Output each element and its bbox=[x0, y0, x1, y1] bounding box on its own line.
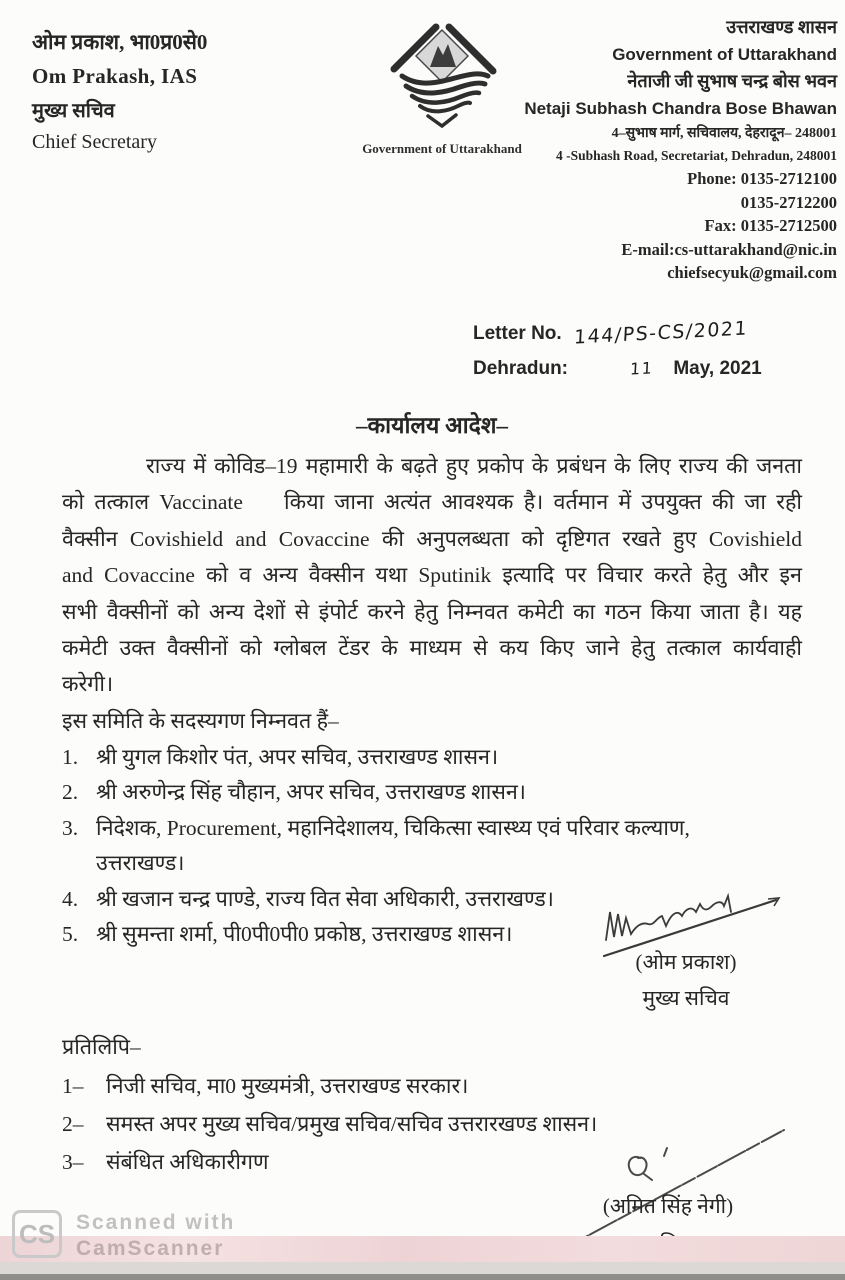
member-text: श्री सुमन्ता शर्मा, पी0पी0पी0 प्रकोष्ठ, उत्तराखण्ड शासन। bbox=[96, 922, 513, 947]
order-paragraph-line: को तत्काल Vaccinate किया जाना अत्यंत आवश्यक है। वर्तमान में उपयुक्त की जा रही bbox=[62, 490, 802, 515]
copies-block bbox=[62, 1030, 597, 1181]
date-row bbox=[473, 358, 762, 394]
building-name-english: Netaji Subhash Chandra Bose Bhawan bbox=[524, 99, 837, 118]
order-paragraph-line: करेगी। bbox=[62, 672, 114, 697]
sender-block bbox=[32, 28, 207, 154]
camscanner-cs-icon: CS bbox=[12, 1210, 62, 1258]
committee-members-intro: इस समिति के सदस्यगण निम्नवत हैं– bbox=[62, 708, 339, 733]
uttarakhand-emblem-icon bbox=[380, 20, 505, 132]
government-name-english: Government of Uttarakhand bbox=[612, 45, 837, 64]
member-text: श्री खजान चन्द्र पाण्डे, राज्य वित सेवा अधिकारी, उत्तराखण्ड। bbox=[96, 886, 554, 911]
copy-text: निजी सचिव, मा0 मुख्यमंत्री, उत्तराखण्ड सरकार। bbox=[106, 1074, 469, 1098]
reference-block bbox=[473, 317, 762, 394]
date-month-year: May, 2021 bbox=[673, 358, 762, 379]
letter-number-label: Letter No. bbox=[473, 323, 562, 344]
office-block bbox=[524, 14, 837, 285]
member-number: 2. bbox=[62, 780, 79, 805]
scan-edge-line bbox=[0, 1274, 845, 1280]
order-paragraph-line: सभी वैक्सीनों को अन्य देशों से इंपोर्ट करने हेतु निम्नवत कमेटी का गठन किया जाता है। यह bbox=[62, 599, 802, 624]
copies-label: प्रतिलिपि– bbox=[62, 1035, 141, 1059]
date-day-handwritten: 11 bbox=[629, 358, 654, 379]
member-number: 4. bbox=[62, 886, 79, 911]
place-label: Dehradun: bbox=[473, 358, 568, 379]
copy-text: समस्त अपर मुख्य सचिव/प्रमुख सचिव/सचिव उत्तरारखण्ड शासन। bbox=[106, 1112, 598, 1136]
sender-name-english: Om Prakash, IAS bbox=[32, 64, 198, 88]
order-paragraph-line: and Covaccine को व अन्य वैक्सीन यथा Sputinik इत्यादि पर विचार करते हेतु और इन bbox=[62, 563, 802, 588]
copy-item bbox=[62, 1105, 597, 1143]
copy-number: 1– bbox=[62, 1074, 84, 1098]
member-number: 5. bbox=[62, 922, 79, 947]
primary-signatory-name: (ओम प्रकाश) bbox=[635, 950, 737, 974]
member-number: 3. bbox=[62, 815, 79, 840]
member-number: 1. bbox=[62, 744, 79, 769]
order-heading: –कार्यालय आदेश– bbox=[356, 413, 508, 438]
order-paragraph-line: वैक्सीन Covishield and Covaccine की अनुपलब्धता को दृष्टिगत रखते हुए Covishield bbox=[62, 526, 802, 551]
committee-member-item bbox=[62, 775, 802, 811]
government-name-hindi: उत्तराखण्ड शासन bbox=[726, 17, 837, 37]
primary-signatory-title: मुख्य सचिव bbox=[642, 986, 730, 1010]
letter-number-row bbox=[473, 317, 762, 358]
sender-title-english: Chief Secretary bbox=[32, 131, 157, 153]
emblem-caption: Government of Uttarakhand bbox=[362, 141, 522, 156]
order-body bbox=[62, 408, 802, 953]
order-paragraph-line: कमेटी उक्त वैक्सीनों को ग्लोबल टेंडर के माध्यम से कय किए जाने हेतु तत्काल कार्यवाही bbox=[62, 636, 802, 661]
copy-number: 2– bbox=[62, 1112, 84, 1136]
copy-text: संबंधित अधिकारीगण bbox=[106, 1150, 269, 1174]
member-text: श्री युगल किशोर पंत, अपर सचिव, उत्तराखण्ड शासन। bbox=[96, 744, 499, 769]
fax-line: Fax: 0135-2712500 bbox=[704, 216, 837, 235]
copy-item bbox=[62, 1067, 597, 1105]
scan-gray-band bbox=[0, 1262, 845, 1274]
phone-line-2: 0135-2712200 bbox=[740, 192, 837, 212]
email-line-2: chiefsecyuk@gmail.com bbox=[667, 263, 837, 282]
order-paragraph-line: राज्य में कोविड–19 महामारी के बढ़ते हुए प्रकोप के प्रबंधन के लिए राज्य की जनता bbox=[146, 454, 802, 478]
committee-member-item bbox=[62, 740, 802, 776]
address-english: 4 -Subhash Road, Secretariat, Dehradun, 248001 bbox=[555, 148, 837, 163]
camscanner-watermark-text bbox=[76, 1210, 235, 1262]
member-text: निदेशक, Procurement, महानिदेशालय, चिकित्सा स्वास्थ्य एवं परिवार कल्याण, उत्तराखण्ड। bbox=[96, 815, 690, 876]
member-text: श्री अरुणेन्द्र सिंह चौहान, अपर सचिव, उत्तराखण्ड शासन। bbox=[96, 780, 526, 805]
sender-name-hindi: ओम प्रकाश, भा0प्र0से0 bbox=[32, 30, 208, 54]
copy-item bbox=[62, 1143, 597, 1181]
copy-number: 3– bbox=[62, 1150, 84, 1174]
sender-title-hindi: मुख्य सचिव bbox=[32, 100, 115, 122]
watermark-line-1: Scanned with bbox=[76, 1211, 236, 1234]
phone-line-1: Phone: 0135-2712100 bbox=[687, 169, 837, 188]
address-hindi: 4–सुभाष मार्ग, सचिवालय, देहरादून– 248001 bbox=[611, 126, 837, 141]
secondary-signatory-name: (अमित सिंह नेगी) bbox=[602, 1194, 734, 1218]
watermark-line-2: CamScanner bbox=[76, 1237, 225, 1260]
camscanner-watermark bbox=[12, 1210, 235, 1262]
committee-member-item bbox=[62, 811, 802, 882]
building-name-hindi: नेताजी जी सुभाष चन्द्र बोस भवन bbox=[627, 71, 837, 91]
letter-number-handwritten-value: 144/PS-CS/2021 bbox=[573, 317, 749, 349]
emblem-block bbox=[350, 20, 534, 157]
email-line-1: E-mail:cs-uttarakhand@nic.in bbox=[621, 239, 837, 259]
